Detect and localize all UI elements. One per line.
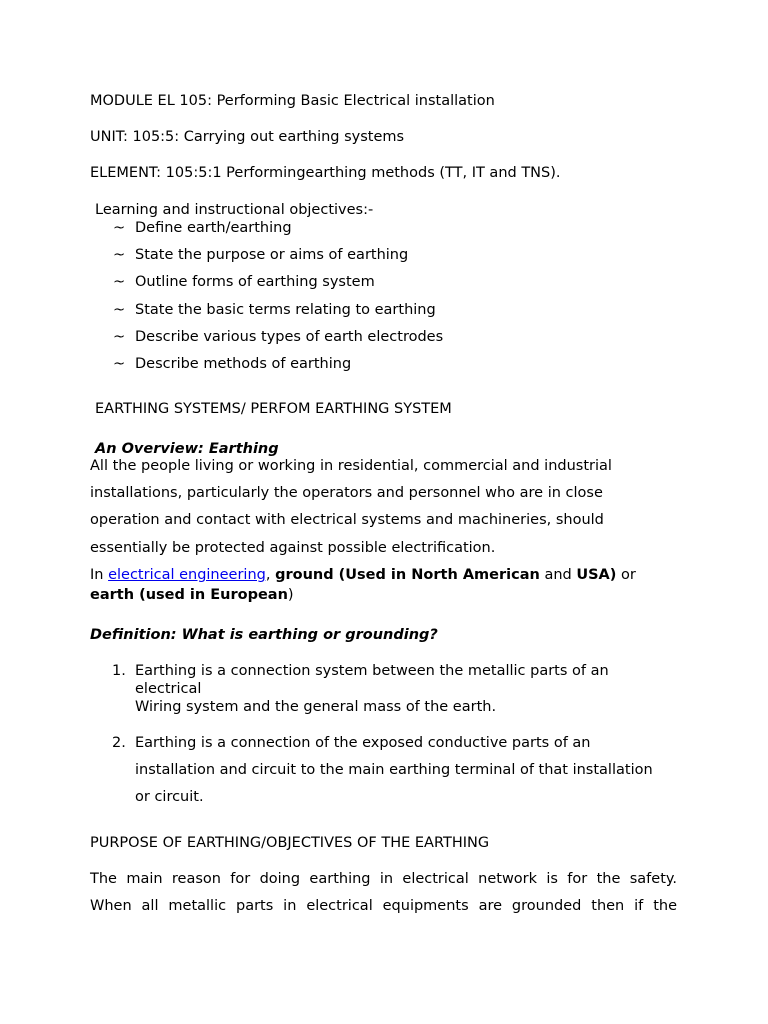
list-number: 2.: [112, 735, 126, 751]
definition-text: electrical: [135, 681, 202, 697]
tilde-bullet-icon: ~: [113, 220, 126, 236]
electrical-engineering-link[interactable]: electrical engineering: [108, 567, 266, 583]
ground-term: ground (Used in North American: [275, 567, 540, 583]
overview-paragraph-line: operation and contact with electrical systems and machineries, should: [90, 512, 604, 528]
definition-text: Wiring system and the general mass of the earth.: [135, 699, 497, 715]
element-line: ELEMENT: 105:5:1 Performingearthing methods (TT, IT and TNS).: [90, 165, 561, 181]
ground-definition-line: [90, 566, 636, 584]
ground-comma: ,: [265, 567, 271, 583]
tilde-bullet-icon: ~: [113, 329, 126, 345]
list-number: 1.: [112, 663, 126, 679]
overview-paragraph-line: All the people living or working in residential, commercial and industrial: [90, 458, 612, 474]
ground-and: and: [544, 567, 572, 583]
purpose-heading: PURPOSE OF EARTHING/OBJECTIVES OF THE EARTHING: [90, 835, 490, 851]
ground-prefix: In: [90, 567, 109, 583]
section-heading: EARTHING SYSTEMS/ PERFOM EARTHING SYSTEM: [95, 401, 452, 417]
tilde-bullet-icon: ~: [113, 274, 126, 290]
overview-title: An Overview: Earthing: [95, 441, 279, 457]
tilde-bullet-icon: ~: [113, 302, 126, 318]
definition-text: or circuit.: [135, 789, 204, 805]
ground-or: or: [621, 567, 636, 583]
overview-paragraph-line: installations, particularly the operators and personnel who are in close: [90, 485, 603, 501]
unit-line: UNIT: 105:5: Carrying out earthing systems: [90, 129, 405, 145]
objective-text: Describe various types of earth electrodes: [135, 329, 444, 345]
purpose-paragraph-line: The main reason for doing earthing in electrical network is for the safety.: [90, 871, 677, 887]
objective-text: State the purpose or aims of earthing: [135, 247, 409, 263]
earth-term: earth (used in European: [90, 587, 288, 603]
objective-text: Define earth/earthing: [135, 220, 292, 236]
tilde-bullet-icon: ~: [113, 247, 126, 263]
earth-close: ): [287, 587, 294, 603]
definition-text: installation and circuit to the main earthing terminal of that installation: [135, 762, 653, 778]
objectives-heading: Learning and instructional objectives:-: [95, 202, 374, 218]
purpose-paragraph-line: When all metallic parts in electrical equipments are grounded then if the: [90, 898, 677, 914]
definition-text: Earthing is a connection of the exposed conductive parts of an: [135, 735, 591, 751]
module-line: MODULE EL 105: Performing Basic Electrical installation: [90, 93, 495, 109]
earth-definition-line: [90, 586, 294, 604]
objective-text: Describe methods of earthing: [135, 356, 352, 372]
definition-title: Definition: What is earthing or grounding?: [90, 627, 438, 643]
objective-text: State the basic terms relating to earthing: [135, 302, 436, 318]
overview-paragraph-line: essentially be protected against possible electrification.: [90, 540, 496, 556]
objective-text: Outline forms of earthing system: [135, 274, 375, 290]
ground-usa: USA): [576, 567, 617, 583]
definition-text: Earthing is a connection system between the metallic parts of an: [135, 663, 609, 679]
tilde-bullet-icon: ~: [113, 356, 126, 372]
